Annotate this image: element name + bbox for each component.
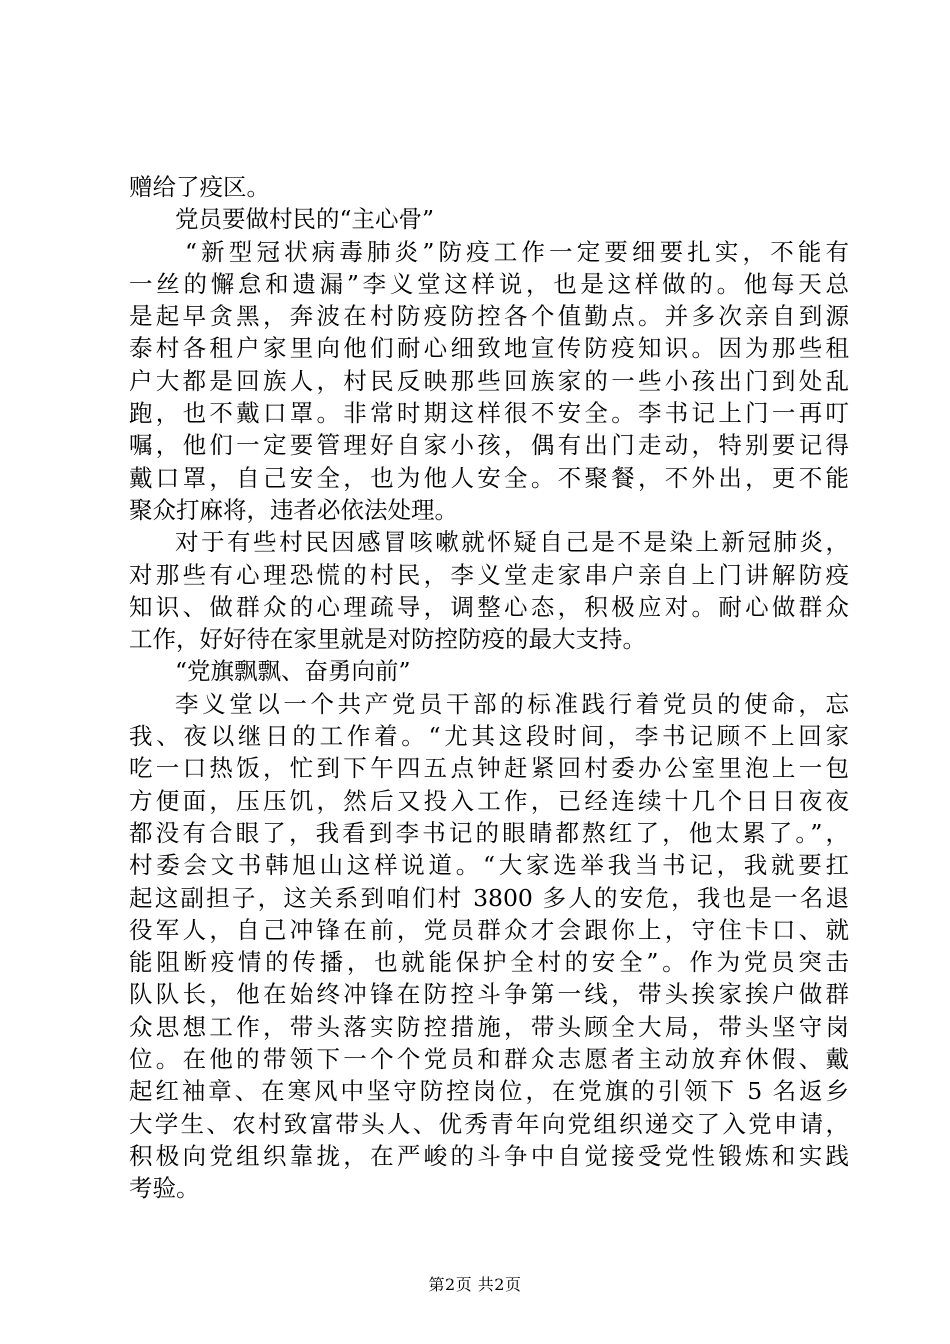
body-line: 都没有合眼了，我看到李书记的眼睛都熬红了，他太累了。”， — [129, 818, 849, 847]
body-line: 考验。 — [129, 1174, 200, 1203]
body-line: 户大都是回族人，村民反映那些回族家的一些小孩出门到处乱 — [129, 366, 849, 395]
body-line: 跑，也不戴口罩。非常时期这样很不安全。李书记上门一再叮 — [129, 399, 849, 428]
section-heading: “党旗飘飘、奋勇向前” — [175, 657, 411, 686]
body-line: 对于有些村民因感冒咳嗽就怀疑自己是不是染上新冠肺炎， — [175, 528, 849, 557]
body-line: 工作，好好待在家里就是对防控防疫的最大支持。 — [129, 625, 646, 654]
body-line: 嘱，他们一定要管理好自家小孩，偶有出门走动，特别要记得 — [129, 431, 849, 460]
body-line: 队队长，他在始终冲锋在防控斗争第一线，带头挨家挨户做群 — [129, 980, 849, 1009]
body-line: 能阻断疫情的传播，也就能保护全村的安全”。作为党员突击 — [129, 948, 849, 977]
body-line: 村委会文书韩旭山这样说道。“大家选举我当书记，我就要扛 — [129, 851, 849, 880]
body-line: “新型冠状病毒肺炎”防疫工作一定要细要扎实，不能有 — [185, 237, 849, 266]
body-line: 大学生、农村致富带头人、优秀青年向党组织递交了入党申请， — [129, 1109, 849, 1138]
body-line: 聚众打麻将，违者必依法处理。 — [129, 495, 458, 524]
body-line: 戴口罩，自己安全，也为他人安全。不聚餐，不外出，更不能 — [129, 463, 849, 492]
body-line: 是起早贪黑，奔波在村防疫防控各个值勤点。并多次亲自到源 — [129, 302, 849, 331]
section-heading: 党员要做村民的“主心骨” — [175, 205, 435, 234]
body-line: 众思想工作，带头落实防控措施，带头顾全大局，带头坚守岗 — [129, 1012, 849, 1041]
article-body — [129, 171, 849, 1205]
body-line: 方便面，压压饥，然后又投入工作，已经连续十几个日日夜夜 — [129, 786, 849, 815]
body-line: 起这副担子，这关系到咱们村 3800 多人的安危，我也是一名退 — [129, 883, 849, 912]
body-line: 赠给了疫区。 — [129, 173, 270, 201]
body-line: 我、夜以继日的工作着。“尤其这段时间，李书记顾不上回家 — [129, 722, 849, 751]
body-line: 位。在他的带领下一个个党员和群众志愿者主动放弃休假、戴 — [129, 1045, 849, 1074]
body-line: 起红袖章、在寒风中坚守防控岗位，在党旗的引领下 5 名返乡 — [129, 1077, 849, 1106]
page-number-footer: 第2页 共2页 — [428, 1275, 522, 1294]
body-line: 吃一口热饭，忙到下午四五点钟赶紧回村委办公室里泡上一包 — [129, 754, 849, 783]
body-line: 役军人，自己冲锋在前，党员群众才会跟你上，守住卡口、就 — [129, 915, 849, 944]
body-line: 泰村各租户家里向他们耐心细致地宣传防疫知识。因为那些租 — [129, 334, 849, 363]
body-line: 李义堂以一个共产党员干部的标准践行着党员的使命，忘 — [175, 689, 849, 718]
body-line: 知识、做群众的心理疏导，调整心态，积极应对。耐心做群众 — [129, 592, 849, 621]
body-line: 一丝的懈怠和遗漏”李义堂这样说，也是这样做的。他每天总 — [129, 269, 849, 298]
body-line: 积极向党组织靠拢，在严峻的斗争中自觉接受党性锻炼和实践 — [129, 1141, 849, 1170]
body-line: 对那些有心理恐慌的村民，李义堂走家串户亲自上门讲解防疫 — [129, 560, 849, 589]
